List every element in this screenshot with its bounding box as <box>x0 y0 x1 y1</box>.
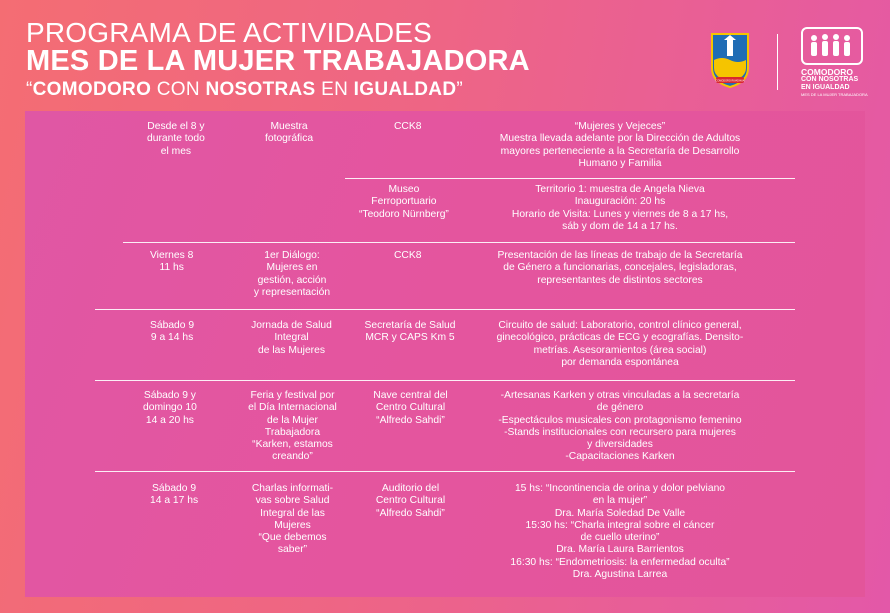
row-5-date <box>150 483 198 508</box>
text-line: Circuito de salud: Laboratorio, control clínico general, <box>498 320 742 331</box>
text-line: Museo <box>388 184 420 195</box>
row-3-place <box>355 320 465 345</box>
text-line: 11 hs <box>159 262 184 274</box>
subtitle-word-en: EN <box>315 79 354 100</box>
title-line-2: MES DE LA MUJER TRABAJADORA <box>26 45 530 77</box>
row-5-place <box>358 483 463 520</box>
text-line: gestión, acción <box>257 274 327 286</box>
text-line: Desde el 8 y <box>147 121 205 132</box>
campaign-logo <box>801 27 867 97</box>
text-line: Centro Cultural <box>375 495 446 507</box>
crest-label: COMODORO RIVADAVIA <box>715 79 745 83</box>
row-3-date <box>150 320 194 345</box>
text-line: creando” <box>272 451 313 463</box>
row-4-date <box>143 390 197 427</box>
text-line: sáb y dom de 14 a 17 hs. <box>562 220 678 232</box>
text-line: Sábado 9 y <box>143 390 196 401</box>
row-1-date <box>147 121 205 158</box>
text-line: 16:30 hs: “Endometriosis: la enfermedad oculta” <box>510 556 730 568</box>
subtitle-word-con: CON <box>151 79 206 100</box>
text-line: y representación <box>253 286 331 298</box>
text-line: vas sobre Salud <box>255 495 330 507</box>
row-1a-detail <box>475 121 765 170</box>
row-3-detail <box>470 320 770 369</box>
text-line: Muestra llevada adelante por la Dirección de Adultos <box>499 133 741 145</box>
text-line: Dra. Agustina Larrea <box>572 569 668 581</box>
row-4-place <box>358 390 463 427</box>
text-line: Mujeres <box>274 519 311 531</box>
subtitle-quote-open: “ <box>26 79 33 100</box>
title-line-1: PROGRAMA DE ACTIVIDADES <box>26 17 433 48</box>
text-line: Integral de las <box>260 507 325 519</box>
row-5-activity <box>240 483 345 557</box>
city-crest-icon <box>710 30 750 88</box>
row-1b-place <box>359 184 449 221</box>
text-line: Viernes 8 <box>150 250 194 261</box>
text-line: “Karken, estamos <box>252 439 333 451</box>
text-line: -Espectáculos musicales con protagonismo femenino <box>498 414 742 426</box>
text-line: Nave central del <box>373 390 448 401</box>
logo-line-4: MES DE LA MUJER TRABAJADORA <box>801 92 868 97</box>
text-line: mayores perteneciente a la Secretaría de Desarrollo <box>500 145 740 157</box>
text-line: de las Mujeres <box>258 344 325 356</box>
logo-figures-icon <box>801 27 863 65</box>
text-line: Dra. María Soledad De Valle <box>554 507 686 519</box>
subtitle-word-igualdad: IGUALDAD <box>353 79 457 100</box>
logo-line-3: EN IGUALDAD <box>801 84 850 91</box>
text-line: MCR y CAPS Km 5 <box>365 332 455 344</box>
text-line: -Capacitaciones Karken <box>565 451 675 463</box>
text-line: 9 a 14 hs <box>150 332 194 344</box>
row-4-activity <box>235 390 350 464</box>
row-2-date <box>150 250 193 275</box>
subtitle-quote-close: ” <box>456 79 463 100</box>
text-line: Jornada de Salud <box>251 320 332 331</box>
text-line: Presentación de las líneas de trabajo de la Secretaría <box>497 250 743 261</box>
text-line: Territorio 1: muestra de Angela Nieva <box>535 184 705 195</box>
row-4-detail <box>470 390 770 464</box>
text-line: “Teodoro Nürnberg” <box>359 208 449 220</box>
row-divider <box>95 380 795 381</box>
text-line: Mujeres en <box>266 262 318 274</box>
text-line: Feria y festival por <box>250 390 335 401</box>
logo-line-2: CON NOSOTRAS <box>801 76 859 83</box>
text-line: Inauguración: 20 hs <box>574 196 666 208</box>
activities-table <box>25 111 865 597</box>
text-line: Dra. María Laura Barrientos <box>556 544 684 556</box>
row-divider <box>95 471 795 472</box>
text-line: “Alfredo Sahdi” <box>376 507 445 519</box>
text-line: -Artesanas Karken y otras vinculadas a la secretaría <box>500 390 740 401</box>
text-line: Centro Cultural <box>375 402 446 414</box>
row-5-detail <box>490 483 750 581</box>
text-line: Trabajadora <box>264 426 321 438</box>
text-line: Charlas informati- <box>251 483 334 494</box>
subtitle-word-comodoro: COMODORO <box>32 79 152 100</box>
text-line: metrías. Asesoramientos (área social) <box>533 344 707 356</box>
row-2-activity <box>247 250 337 299</box>
text-line: Sábado 9 <box>150 320 195 331</box>
row-2-place <box>394 250 421 262</box>
row-2-detail <box>470 250 770 287</box>
header-divider <box>777 34 778 90</box>
row-1-activity <box>265 121 313 146</box>
text-line: saber” <box>277 544 308 556</box>
text-line: “Que debemos <box>258 532 327 544</box>
text-line: “Alfredo Sahdi” <box>376 414 445 426</box>
text-line: y diversidades <box>587 439 653 451</box>
text-line: Auditorio del <box>381 483 440 494</box>
text-line: el mes <box>160 145 192 157</box>
subtitle <box>26 78 626 102</box>
text-line: ginecológico, prácticas de ECG y ecografías. Densito- <box>496 332 744 344</box>
row-3-activity <box>239 320 344 357</box>
row-divider <box>95 309 795 310</box>
text-line: de Género a funcionarias, concejales, legisladoras, <box>503 262 737 274</box>
text-line: Sábado 9 <box>152 483 197 494</box>
text-line: 1er Diálogo: <box>264 250 320 261</box>
text-line: Horario de Visita: Lunes y viernes de 8 a 17 hs, <box>511 208 729 220</box>
row-divider <box>123 242 795 243</box>
text-line: CCK8 <box>394 250 422 261</box>
text-line: de género <box>596 402 644 414</box>
text-line: Ferroportuario <box>371 196 437 208</box>
logo-line-1: COMODORO <box>801 67 853 77</box>
text-line: Integral <box>274 332 309 344</box>
text-line: 14 a 20 hs <box>145 414 194 426</box>
row-1a-place <box>394 121 421 133</box>
text-line: de cuello uterino” <box>580 532 660 544</box>
text-line: CCK8 <box>394 121 422 132</box>
text-line: 14 a 17 hs <box>150 495 199 507</box>
text-line: -Stands institucionales con recursero para mujeres <box>504 426 736 438</box>
text-line: 15 hs: “Incontinencia de orina y dolor pelviano <box>514 483 726 494</box>
text-line: de la Mujer <box>267 414 318 426</box>
text-line: durante todo <box>147 133 205 145</box>
subtitle-word-nosotras: NOSOTRAS <box>205 79 316 100</box>
row-divider <box>345 178 795 179</box>
text-line: en la mujer” <box>592 495 648 507</box>
row-1b-detail <box>490 184 750 233</box>
text-line: domingo 10 <box>143 402 197 414</box>
text-line: Secretaría de Salud <box>364 320 456 331</box>
text-line: Humano y Familia <box>578 157 662 169</box>
text-line: representantes de distintos sectores <box>537 274 703 286</box>
text-line: por demanda espontánea <box>561 356 679 368</box>
text-line: Muestra <box>270 121 308 132</box>
text-line: “Mujeres y Vejeces” <box>574 121 666 132</box>
text-line: 15:30 hs: “Charla integral sobre el cáncer <box>525 519 715 531</box>
text-line: fotográfica <box>265 133 314 145</box>
text-line: el Día Internacional <box>248 402 337 414</box>
header <box>26 18 626 102</box>
